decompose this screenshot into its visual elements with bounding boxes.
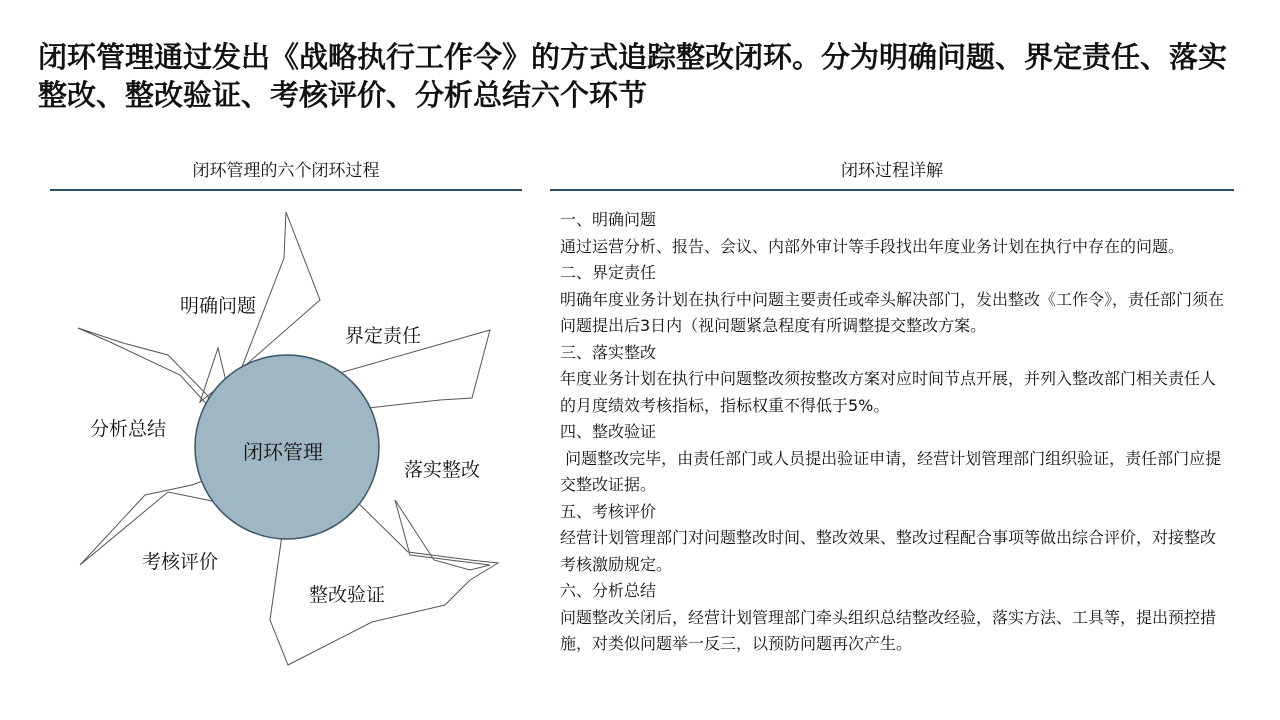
detail-text-6: 问题整改关闭后，经营计划管理部门牵头组织总结整改经验，落实方法、工具等，提出预控措施，对类似问题举一反三，以预防问题再次产生。 [560,607,1217,653]
page-title: 闭环管理通过发出《战略执行工作令》的方式追踪整改闭环。分为明确问题、界定责任、落实整改、整改验证、考核评价、分析总结六个环节 [38,40,1228,112]
right-column-header: 闭环过程详解 [841,161,943,181]
detail-text-3: 年度业务计划在执行中问题整改须按整改方案对应时间节点开展，并列入整改部门相关责任人的月度绩效考核指标，指标权重不得低于5%。 [560,369,1217,415]
right-header-rule [550,189,1234,191]
center-label: 闭环管理 [243,440,323,464]
left-header-rule [50,189,522,191]
detail-heading-2: 二、界定责任 [560,263,657,282]
detail-text-2: 明确年度业务计划在执行中问题主要责任或牵头解决部门，发出整改《工作令》，责任部门须在问题提出后3日内（视问题紧急程度有所调整提交整改方案。 [560,289,1225,335]
step-label-implement-rectification: 落实整改 [404,459,481,481]
step-label-define-responsibility: 界定责任 [345,325,422,347]
detail-heading-4: 四、整改验证 [560,422,657,441]
step-label-assessment: 考核评价 [142,551,219,573]
detail-heading-1: 一、明确问题 [560,210,657,229]
detail-heading-6: 六、分析总结 [560,581,657,600]
step-label-clarify-problem: 明确问题 [180,295,257,317]
process-details [560,207,1230,658]
detail-heading-3: 三、落实整改 [560,342,657,362]
step-label-analysis-summary: 分析总结 [90,418,167,440]
detail-text-5: 经营计划管理部门对问题整改时间、整改效果、整改过程配合事项等做出综合评价，对接整改考核激励规定。 [560,528,1217,574]
detail-text-4: 问题整改完毕，由责任部门或人员提出验证申请，经营计划管理部门组织验证，责任部门应提交整改证据。 [560,448,1222,494]
closed-loop-diagram [50,200,530,700]
detail-heading-5: 五、考核评价 [560,501,657,521]
cycle-arrow-6 [78,328,212,410]
step-label-verify-rectification: 整改验证 [309,584,386,606]
left-column-header: 闭环管理的六个闭环过程 [192,161,380,181]
cycle-arrow-3 [395,500,490,570]
detail-text-1: 通过运营分析、报告、会议、内部外审计等手段找出年度业务计划在执行中存在的问题。 [560,236,1185,256]
